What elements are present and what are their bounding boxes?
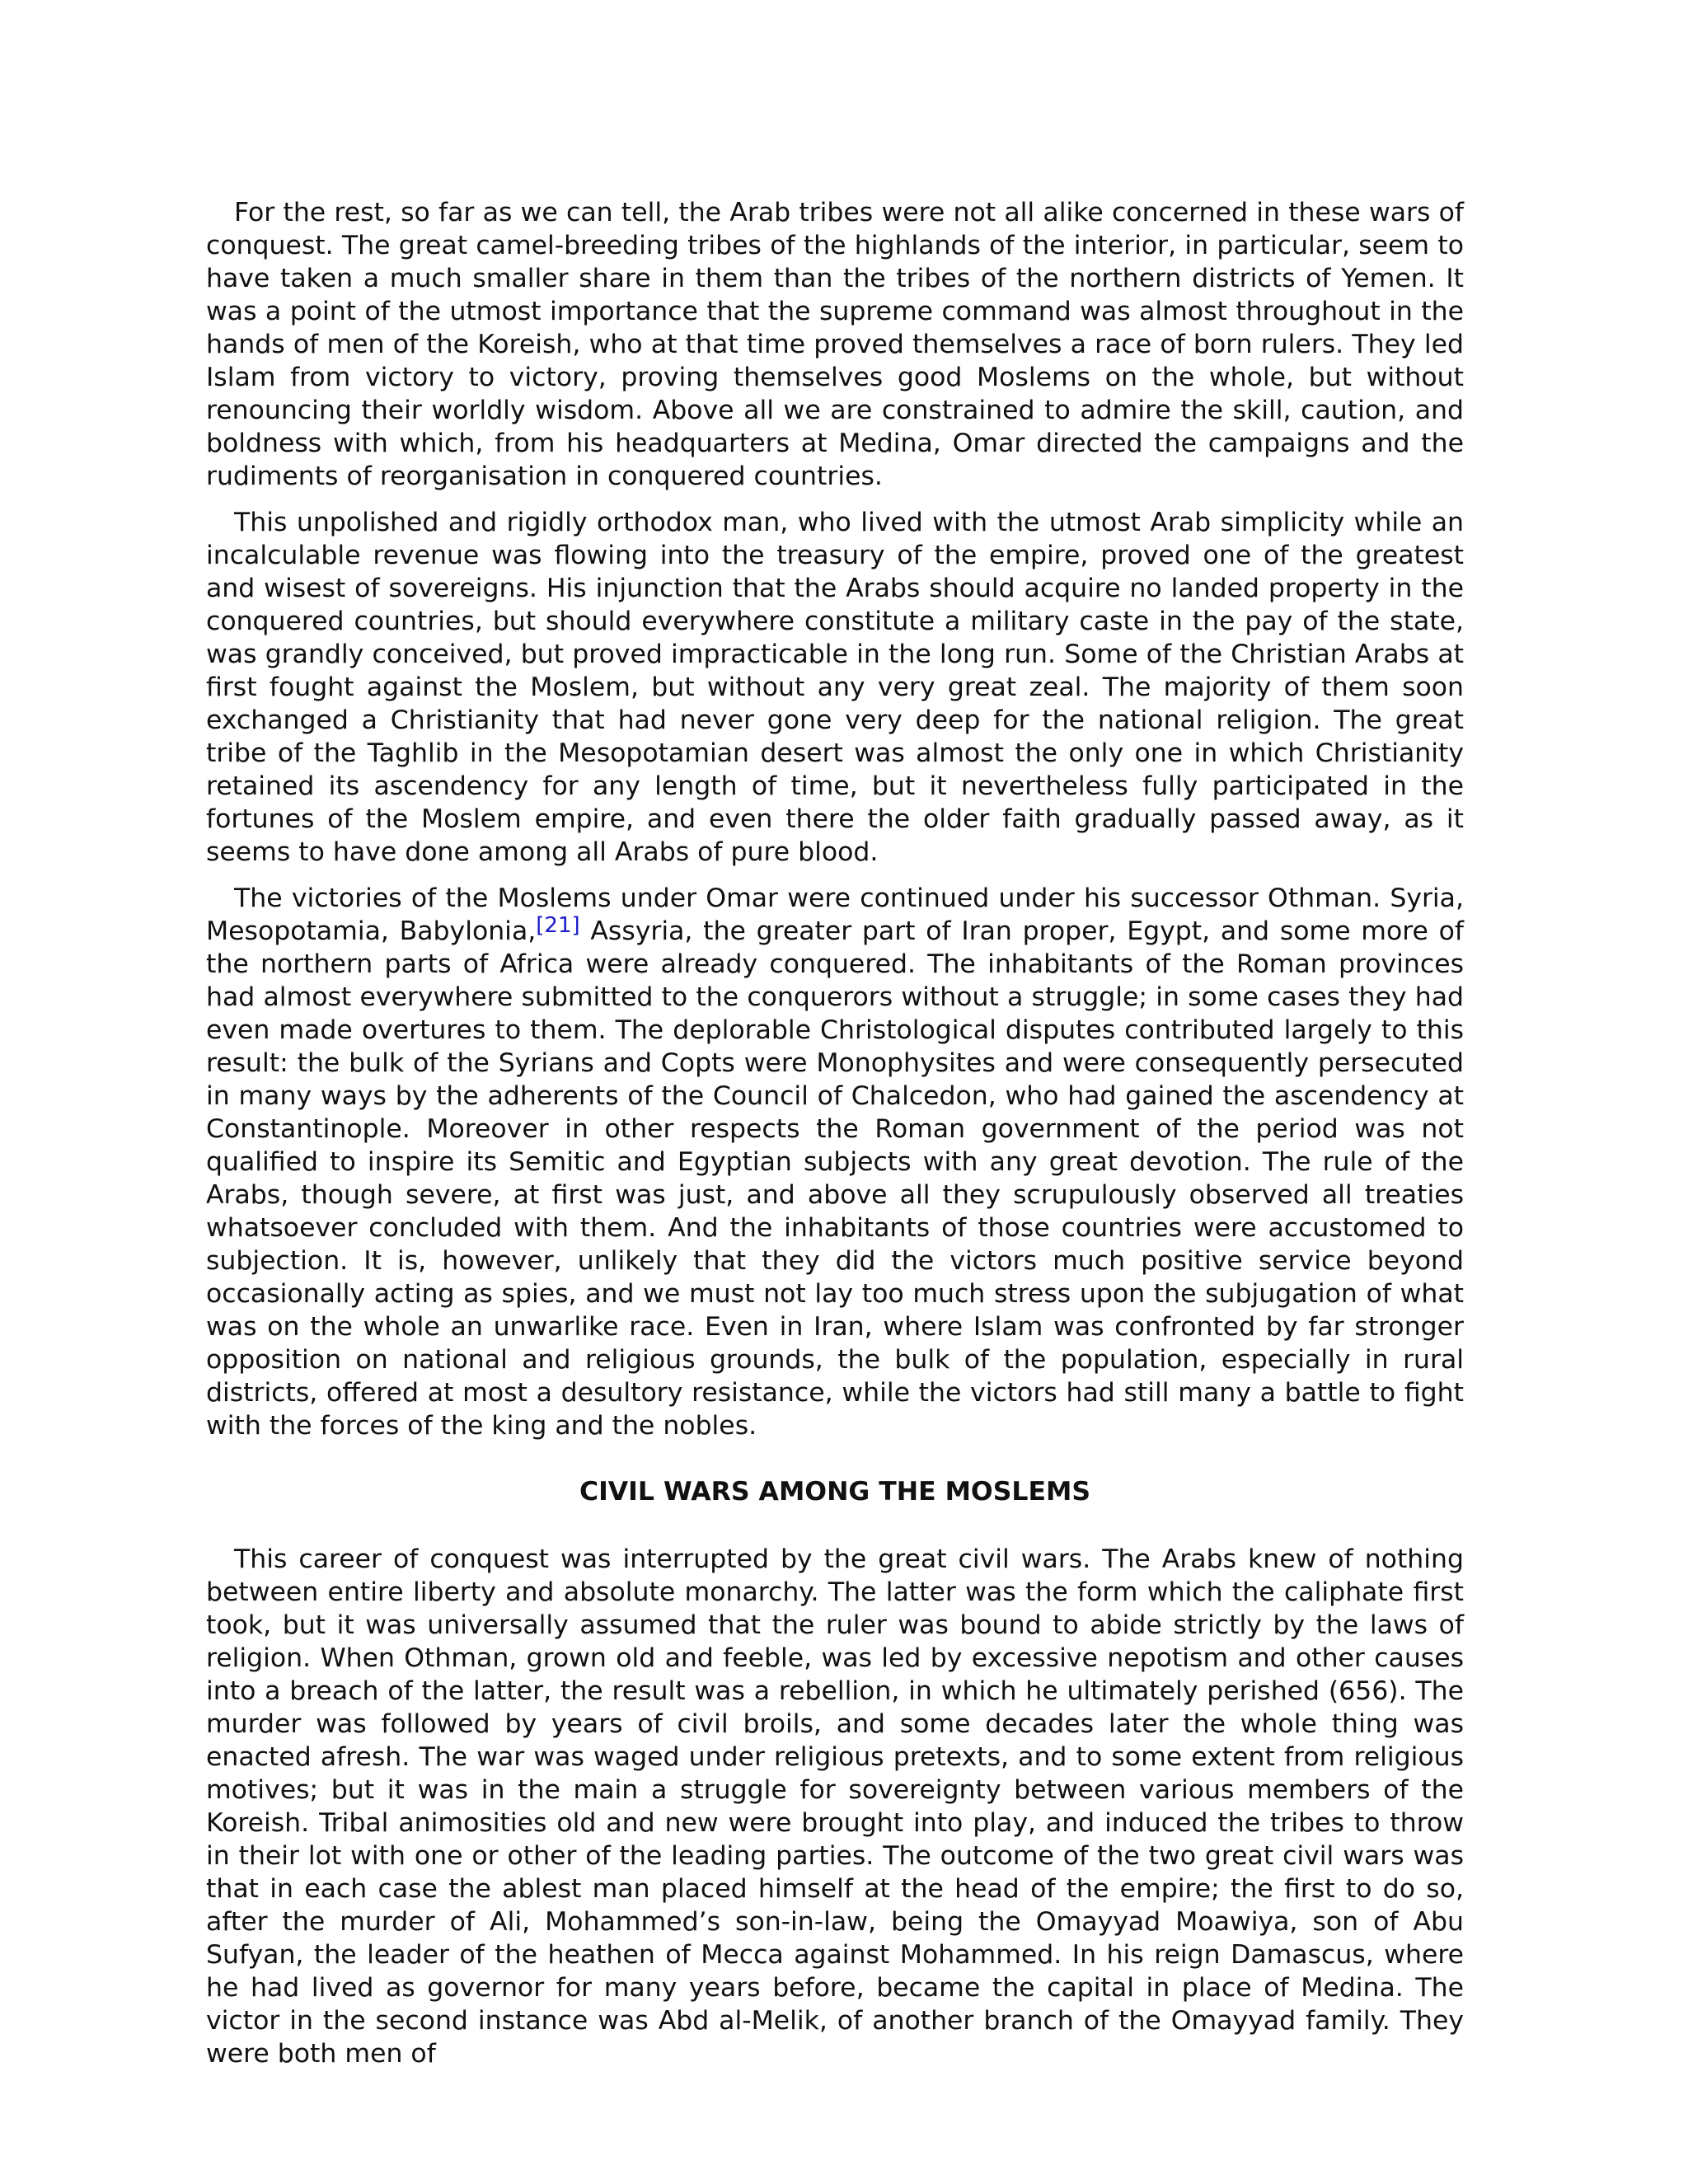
paragraph-text: This career of conquest was interrupted by the great civil wars. The Arabs knew of nothing between entire liberty and absolute monarchy. The latter was the form which the caliphate first took, but it was universally assumed that the ruler was bound to abide strictly by the laws of religion. When Othman, grown old and feeble, was led by excessive nepotism and other causes into a breach of the latter, the result was a rebellion, in which he ultimately perished (656). The murder was followed by years of civil broils, and some decades later the whole thing was enacted afresh. The war was waged under religious pretexts, and to some extent from religious motives; but it was in the main a struggle for sovereignty between various members of the Koreish. Tribal animosities old and new were brought into play, and induced the tribes to throw in their lot with one or other of the leading parties. The outcome of the two great civil wars was that in each case the ablest man placed himself at the head of the empire; the first to do so, after the murder of Ali, Mohammed’s son-in-law, being the Omayyad Moawiya, son of Abu Sufyan, the leader of the heathen of Mecca against Mohammed. In his reign Damascus, where he had lived as governor for many years before, became the capital in place of Medina. The victor in the second instance was Abd al-Melik, of another branch of the Omayyad family. They were both men of — [206, 1544, 1464, 2069]
paragraph-othman-victories — [206, 882, 1464, 1442]
paragraph-text: Assyria, the greater part of Iran proper, Egypt, and some more of the northern parts of Africa were already conquered. The inhabitants of the Roman provinces had almost everywhere submitted to the conquerors without a struggle; in some cases they had even made overtures to them. The deplorable Christological disputes contributed largely to this result: the bulk of the Syrians and Copts were Monophysites and were consequently persecuted in many ways by the adherents of the Council of Chalcedon, who had gained the ascendency at Constantinople. Moreover in other respects the Roman government of the period was not qualified to inspire its Semitic and Egyptian subjects with any great devotion. The rule of the Arabs, though severe, at first was just, and above all they scrupulously observed all treaties whatsoever concluded with them. And the inhabitants of those countries were accustomed to subjection. It is, however, unlikely that they did the victors much positive service beyond occasionally acting as spies, and we must not lay too much stress upon the subjugation of what was on the whole an unwarlike race. Even in Iran, where Islam was confronted by far stronger opposition on national and religious grounds, the bulk of the population, especially in rural districts, offered at most a desultory resistance, while the victors had still many a battle to fight with the forces of the king and the nobles. — [206, 916, 1464, 1441]
page-body — [206, 196, 1464, 2083]
paragraph-text: For the rest, so far as we can tell, the Arab tribes were not all alike concerned in these wars of conquest. The great camel-breeding tribes of the highlands of the interior, in particular, seem to have taken a much smaller share in them than the tribes of the northern districts of Yemen. It was a point of the utmost importance that the supreme command was almost throughout in the hands of men of the Koreish, who at that time proved themselves a race of born rulers. They led Islam from victory to victory, proving themselves good Moslems on the whole, but without renouncing their worldly wisdom. Above all we are constrained to admire the skill, caution, and boldness with which, from his headquarters at Medina, Omar directed the campaigns and the rudiments of reorganisation in conquered countries. — [206, 198, 1464, 491]
paragraph-text: This unpolished and rigidly orthodox man, who lived with the utmost Arab simplicity while an incalculable revenue was flowing into the treasury of the empire, proved one of the greatest and wisest of sovereigns. His injunction that the Arabs should acquire no landed property in the conquered countries, but should everywhere constitute a military caste in the pay of the state, was grandly conceived, but proved impracticable in the long run. Some of the Christian Arabs at first fought against the Moslem, but without any very great zeal. The majority of them soon exchanged a Christianity that had never gone very deep for the national religion. The great tribe of the Taghlib in the Mesopotamian desert was almost the only one in which Christianity retained its ascendency for any length of time, but it nevertheless fully participated in the fortunes of the Moslem empire, and even there the older faith gradually passed away, as it seems to have done among all Arabs of pure blood. — [206, 508, 1464, 867]
section-heading: CIVIL WARS AMONG THE MOSLEMS — [579, 1477, 1091, 1507]
paragraph-text: The victories of the Moslems under Omar were continued under his successor Othman. Syria, Mesopotamia, Babylonia, — [206, 883, 1464, 946]
paragraph-civil-wars — [206, 1543, 1464, 2070]
paragraph-omar-sovereign — [206, 506, 1464, 869]
paragraph-tribes-conquest — [206, 196, 1464, 493]
footnote-link[interactable]: [21] — [536, 913, 580, 938]
